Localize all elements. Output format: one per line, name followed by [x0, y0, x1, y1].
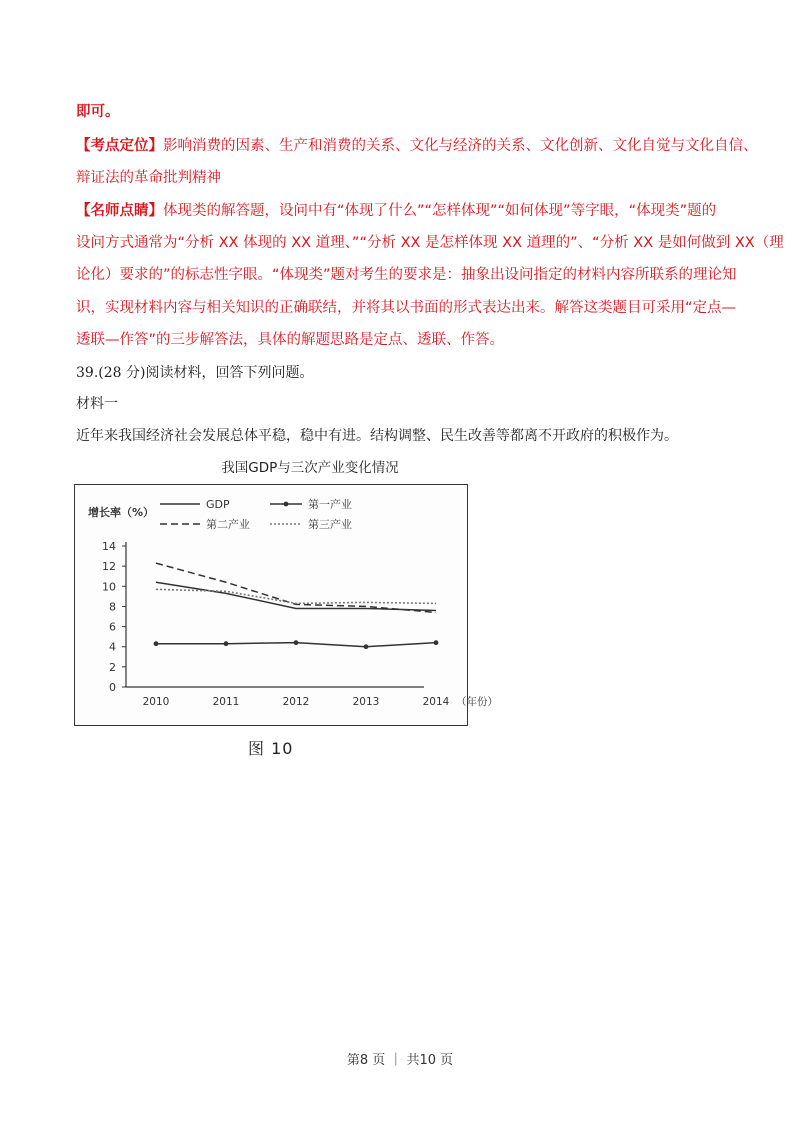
y-tick-label: 6 [109, 620, 116, 634]
y-tick-label: 10 [102, 580, 116, 594]
exam-point-tag: 【考点定位】 [76, 138, 163, 154]
answer-line-2: 【考点定位】影响消费的因素、生产和消费的关系、文化与经济的关系、文化创新、文化自觉与文化自信、 [76, 138, 758, 154]
series-point-2 [154, 641, 159, 646]
y-tick-label: 14 [102, 540, 116, 553]
y-axis-label: 增长率（%） [88, 506, 155, 519]
y-tick-label: 4 [109, 640, 116, 654]
y-tick-label: 12 [102, 560, 116, 574]
legend-label: GDP [206, 498, 230, 511]
teacher-note-tag: 【名师点睛】 [76, 203, 163, 219]
x-tick-label: 2014 [422, 696, 450, 708]
legend-label: 第一产业 [308, 498, 352, 511]
series-point-2 [294, 640, 299, 645]
line-chart [74, 484, 498, 727]
answer-line-7: 识，实现材料内容与相关知识的正确联结，并将其以书面的形式表达出来。解答这类题目可采用“定点— [76, 300, 737, 316]
series-point-2 [224, 641, 229, 646]
legend-marker [284, 502, 289, 507]
y-tick-label: 0 [109, 681, 116, 694]
series-line-1 [156, 582, 436, 610]
figure-label: 图 10 [248, 739, 294, 758]
answer-line-6: 论化）要求的”的标志性字眼。“体现类”题对考生的要求是：抽象出设问指定的材料内容所联系的理论知 [76, 267, 737, 283]
series-line-3 [156, 563, 436, 612]
legend-label: 第二产业 [206, 518, 250, 531]
question-39: 39.(28 分)阅读材料，回答下列问题。 [76, 365, 314, 381]
series-point-2 [364, 644, 369, 649]
y-tick-label: 2 [109, 660, 116, 674]
x-tick-label: 2013 [352, 696, 380, 708]
x-tick-label: 2010 [142, 696, 170, 708]
material-1-text: 近年来我国经济社会发展总体平稳，稳中有进。结构调整、民生改善等都离不开政府的积极作为。 [76, 428, 678, 444]
series-line-4 [156, 589, 436, 603]
answer-line-4: 【名师点睛】体现类的解答题，设问中有“体现了什么”“怎样体现”“如何体现”等字眼，“体现类”题的 [76, 203, 717, 219]
legend-label: 第三产业 [308, 518, 352, 531]
x-tick-label: 2012 [282, 696, 310, 708]
page-footer: 第8 页 ｜ 共10 页 [346, 1053, 454, 1068]
answer-line-3: 辩证法的革命批判精神 [76, 170, 221, 186]
x-axis-label: （年份） [456, 696, 498, 708]
answer-line-5: 设问方式通常为“分析 XX 体现的 XX 道理、”“分析 XX 是怎样体现 XX 道理的”、“分析 XX 是如何做到 XX（理 [76, 235, 784, 251]
chart-title: 我国GDP与三次产业变化情况 [221, 460, 399, 476]
y-tick-label: 8 [109, 600, 116, 614]
material-1-label: 材料一 [76, 396, 118, 412]
answer-line-8: 透联—作答”的三步解答法，具体的解题思路是定点、透联、作答。 [76, 332, 505, 348]
answer-line-1: 即可。 [76, 104, 120, 120]
series-point-2 [434, 640, 439, 645]
x-tick-label: 2011 [212, 696, 240, 708]
